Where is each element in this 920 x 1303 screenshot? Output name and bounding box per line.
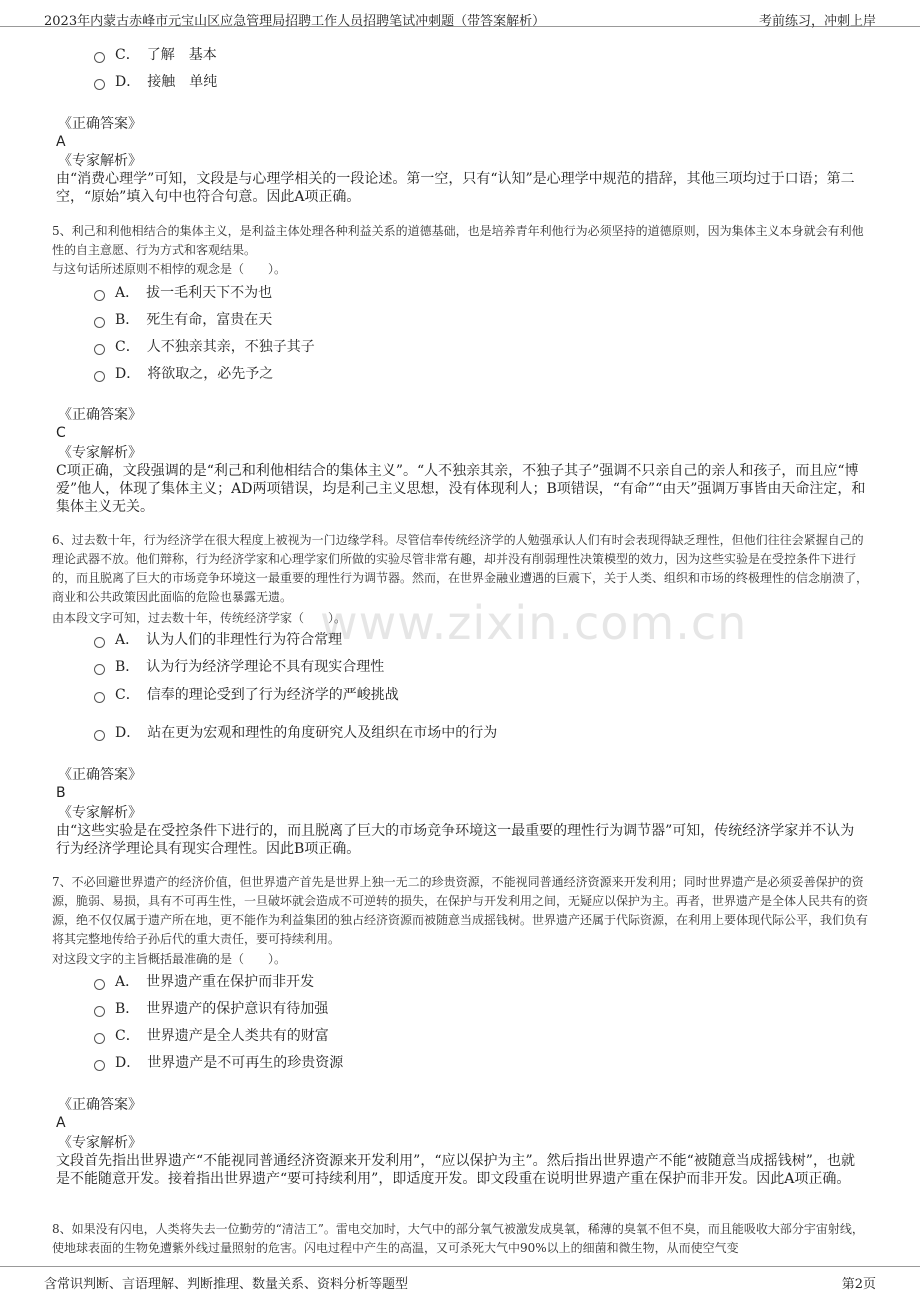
- page-header: [0, 0, 920, 27]
- analysis-text: C项正确，文段强调的是“利己和利他相结合的集体主义”。“人不独亲其亲，不独子其子”强调不只亲自己的亲人和孩子，而且应“博爱”他人，体现了集体主义；AD两项错误，均是利己主义思想，没有体现利人；B项错误，“有命”“由天”强调万事皆由天命注定，和集体主义无关。: [56, 463, 866, 515]
- option-q6-c[interactable]: C． 信奉的理论受到了行为经济学的严峻挑战: [94, 684, 399, 706]
- option-q6-b[interactable]: B． 认为行为经济学理论不具有现实合理性: [94, 656, 384, 678]
- question-prompt: 与这句话所述原则不相悖的观念是（ ）。: [52, 262, 287, 276]
- answer-value: A: [56, 134, 66, 150]
- analysis-label: 《专家解析》: [58, 153, 142, 169]
- footer-topics: 含常识判断、言语理解、判断推理、数量关系、资料分析等题型: [44, 1277, 409, 1292]
- page-footer: [0, 1266, 920, 1303]
- document-title: 2023年内蒙古赤峰市元宝山区应急管理局招聘工作人员招聘笔试冲刺题（带答案解析）: [44, 14, 546, 29]
- option-q6-a[interactable]: A． 认为人们的非理性行为符合常理: [94, 629, 342, 651]
- analysis-text: 由“这些实验是在受控条件下进行的，而且脱离了巨大的市场竞争环境这一最重要的理性行为调节器”可知，传统经济学家并不认为行为经济学理论具有现实合理性。因此B项正确。: [56, 823, 855, 857]
- analysis-text: 由“消费心理学”可知，文段是与心理学相关的一段论述。第一空，只有“认知”是心理学中规范的措辞，其他三项均过于口语；第二空，“原始”填入句中也符合句意。因此A项正确。: [56, 171, 855, 205]
- radio-icon[interactable]: [94, 979, 105, 990]
- radio-icon[interactable]: [94, 371, 105, 382]
- answer-value: C: [56, 425, 66, 441]
- question-prompt: 由本段文字可知，过去数十年，传统经济学家（ ）。: [52, 611, 347, 625]
- radio-icon[interactable]: [94, 1033, 105, 1044]
- answer-value: B: [56, 785, 66, 801]
- radio-icon[interactable]: [94, 1006, 105, 1017]
- question-stem: 7、不必回避世界遗产的经济价值，但世界遗产首先是世界上独一无二的珍贵资源，不能视同普通经济资源来开发利用；同时世界遗产是必须妥善保护的资源，脆弱、易损，具有不可再生性，一旦破坏就会造成不可逆转的损失，在保护与开发利用之间，无疑应以保护为主。再者，世界遗产是全体人民共有的资源，绝不仅仅属于遗产所在地，更不能作为利益集团的独占经济资源而被随意当成摇钱树。世界遗产还属于代际资源，在利用上要体现代际公平，我们负有将其完整地传给子孙后代的重大责任，要可持续利用。: [52, 875, 869, 946]
- option-q7-d[interactable]: D． 世界遗产是不可再生的珍贵资源: [94, 1052, 343, 1074]
- option-q4-c[interactable]: C． 了解 基本: [94, 44, 217, 66]
- option-q6-d[interactable]: D． 站在更为宏观和理性的角度研究人及组织在市场中的行为: [94, 722, 497, 744]
- answer-label: 《正确答案》: [58, 1097, 142, 1113]
- analysis-label: 《专家解析》: [58, 805, 142, 821]
- option-q5-d[interactable]: D． 将欲取之，必先予之: [94, 363, 273, 385]
- option-q7-a[interactable]: A． 世界遗产重在保护而非开发: [94, 971, 314, 993]
- radio-icon[interactable]: [94, 664, 105, 675]
- watermark: www.zixin.com.cn: [320, 596, 748, 650]
- question-stem: 8、如果没有闪电，人类将失去一位勤劳的“清洁工”。雷电交加时，大气中的部分氧气被激发成臭氧，稀薄的臭氧不但不臭，而且能吸收大部分宇宙射线，使地球表面的生物免遭紫外线过量照射的危害。闪电过程中产生的高温，又可杀死大气中90%以上的细菌和微生物，从而使空气变: [52, 1222, 864, 1255]
- radio-icon[interactable]: [94, 692, 105, 703]
- analysis-label: 《专家解析》: [58, 445, 142, 461]
- answer-label: 《正确答案》: [58, 116, 142, 132]
- option-q5-c[interactable]: C． 人不独亲其亲，不独子其子: [94, 336, 315, 358]
- radio-icon[interactable]: [94, 344, 105, 355]
- header-slogan: 考前练习，冲刺上岸: [758, 14, 876, 29]
- answer-label: 《正确答案》: [58, 767, 142, 783]
- radio-icon[interactable]: [94, 637, 105, 648]
- analysis-text: 文段首先指出世界遗产“不能视同普通经济资源来开发利用”，“应以保护为主”。然后指出世界遗产不能“被随意当成摇钱树”，也就是不能随意开发。接着指出世界遗产“要可持续利用”，即适度开发。即文段重在说明世界遗产重在保护而非开发。因此A项正确。: [56, 1153, 855, 1187]
- analysis-label: 《专家解析》: [58, 1135, 142, 1151]
- option-q7-c[interactable]: C． 世界遗产是全人类共有的财富: [94, 1025, 329, 1047]
- option-q7-b[interactable]: B． 世界遗产的保护意识有待加强: [94, 998, 328, 1020]
- answer-label: 《正确答案》: [58, 407, 142, 423]
- option-q5-a[interactable]: A． 拔一毛利天下不为也: [94, 282, 272, 304]
- question-prompt: 对这段文字的主旨概括最准确的是（ ）。: [52, 952, 287, 966]
- radio-icon[interactable]: [94, 317, 105, 328]
- radio-icon[interactable]: [94, 730, 105, 741]
- page-number: 第2页: [841, 1277, 876, 1292]
- question-stem: 5、利己和利他相结合的集体主义，是利益主体处理各种利益关系的道德基础，也是培养青年利他行为必须坚持的道德原则，因为集体主义本身就会有利他性的自主意愿、行为方式和客观结果。: [52, 224, 864, 257]
- radio-icon[interactable]: [94, 1060, 105, 1071]
- option-q4-d[interactable]: D． 接触 单纯: [94, 71, 217, 93]
- radio-icon[interactable]: [94, 290, 105, 301]
- radio-icon[interactable]: [94, 79, 105, 90]
- option-q5-b[interactable]: B． 死生有命，富贵在天: [94, 309, 272, 331]
- radio-icon[interactable]: [94, 52, 105, 63]
- answer-value: A: [56, 1115, 66, 1131]
- question-stem: 6、过去数十年，行为经济学在很大程度上被视为一门边缘学科。尽管信奉传统经济学的人勉强承认人们有时会表现得缺乏理性，但他们往往会紧握自己的理论武器不放。他们辩称，行为经济学家和心理学家们所做的实验尽管非常有趣，却并没有削弱理性决策模型的效力，因为这些实验是在受控条件下进行的，而且脱离了巨大的市场竞争环境这一最重要的理性行为调节器。然而，在世界金融业遭遇的巨震下，关于人类、组织和市场的终极理性的信念崩溃了，商业和公共政策因此面临的危险也暴露无遗。: [52, 533, 869, 604]
